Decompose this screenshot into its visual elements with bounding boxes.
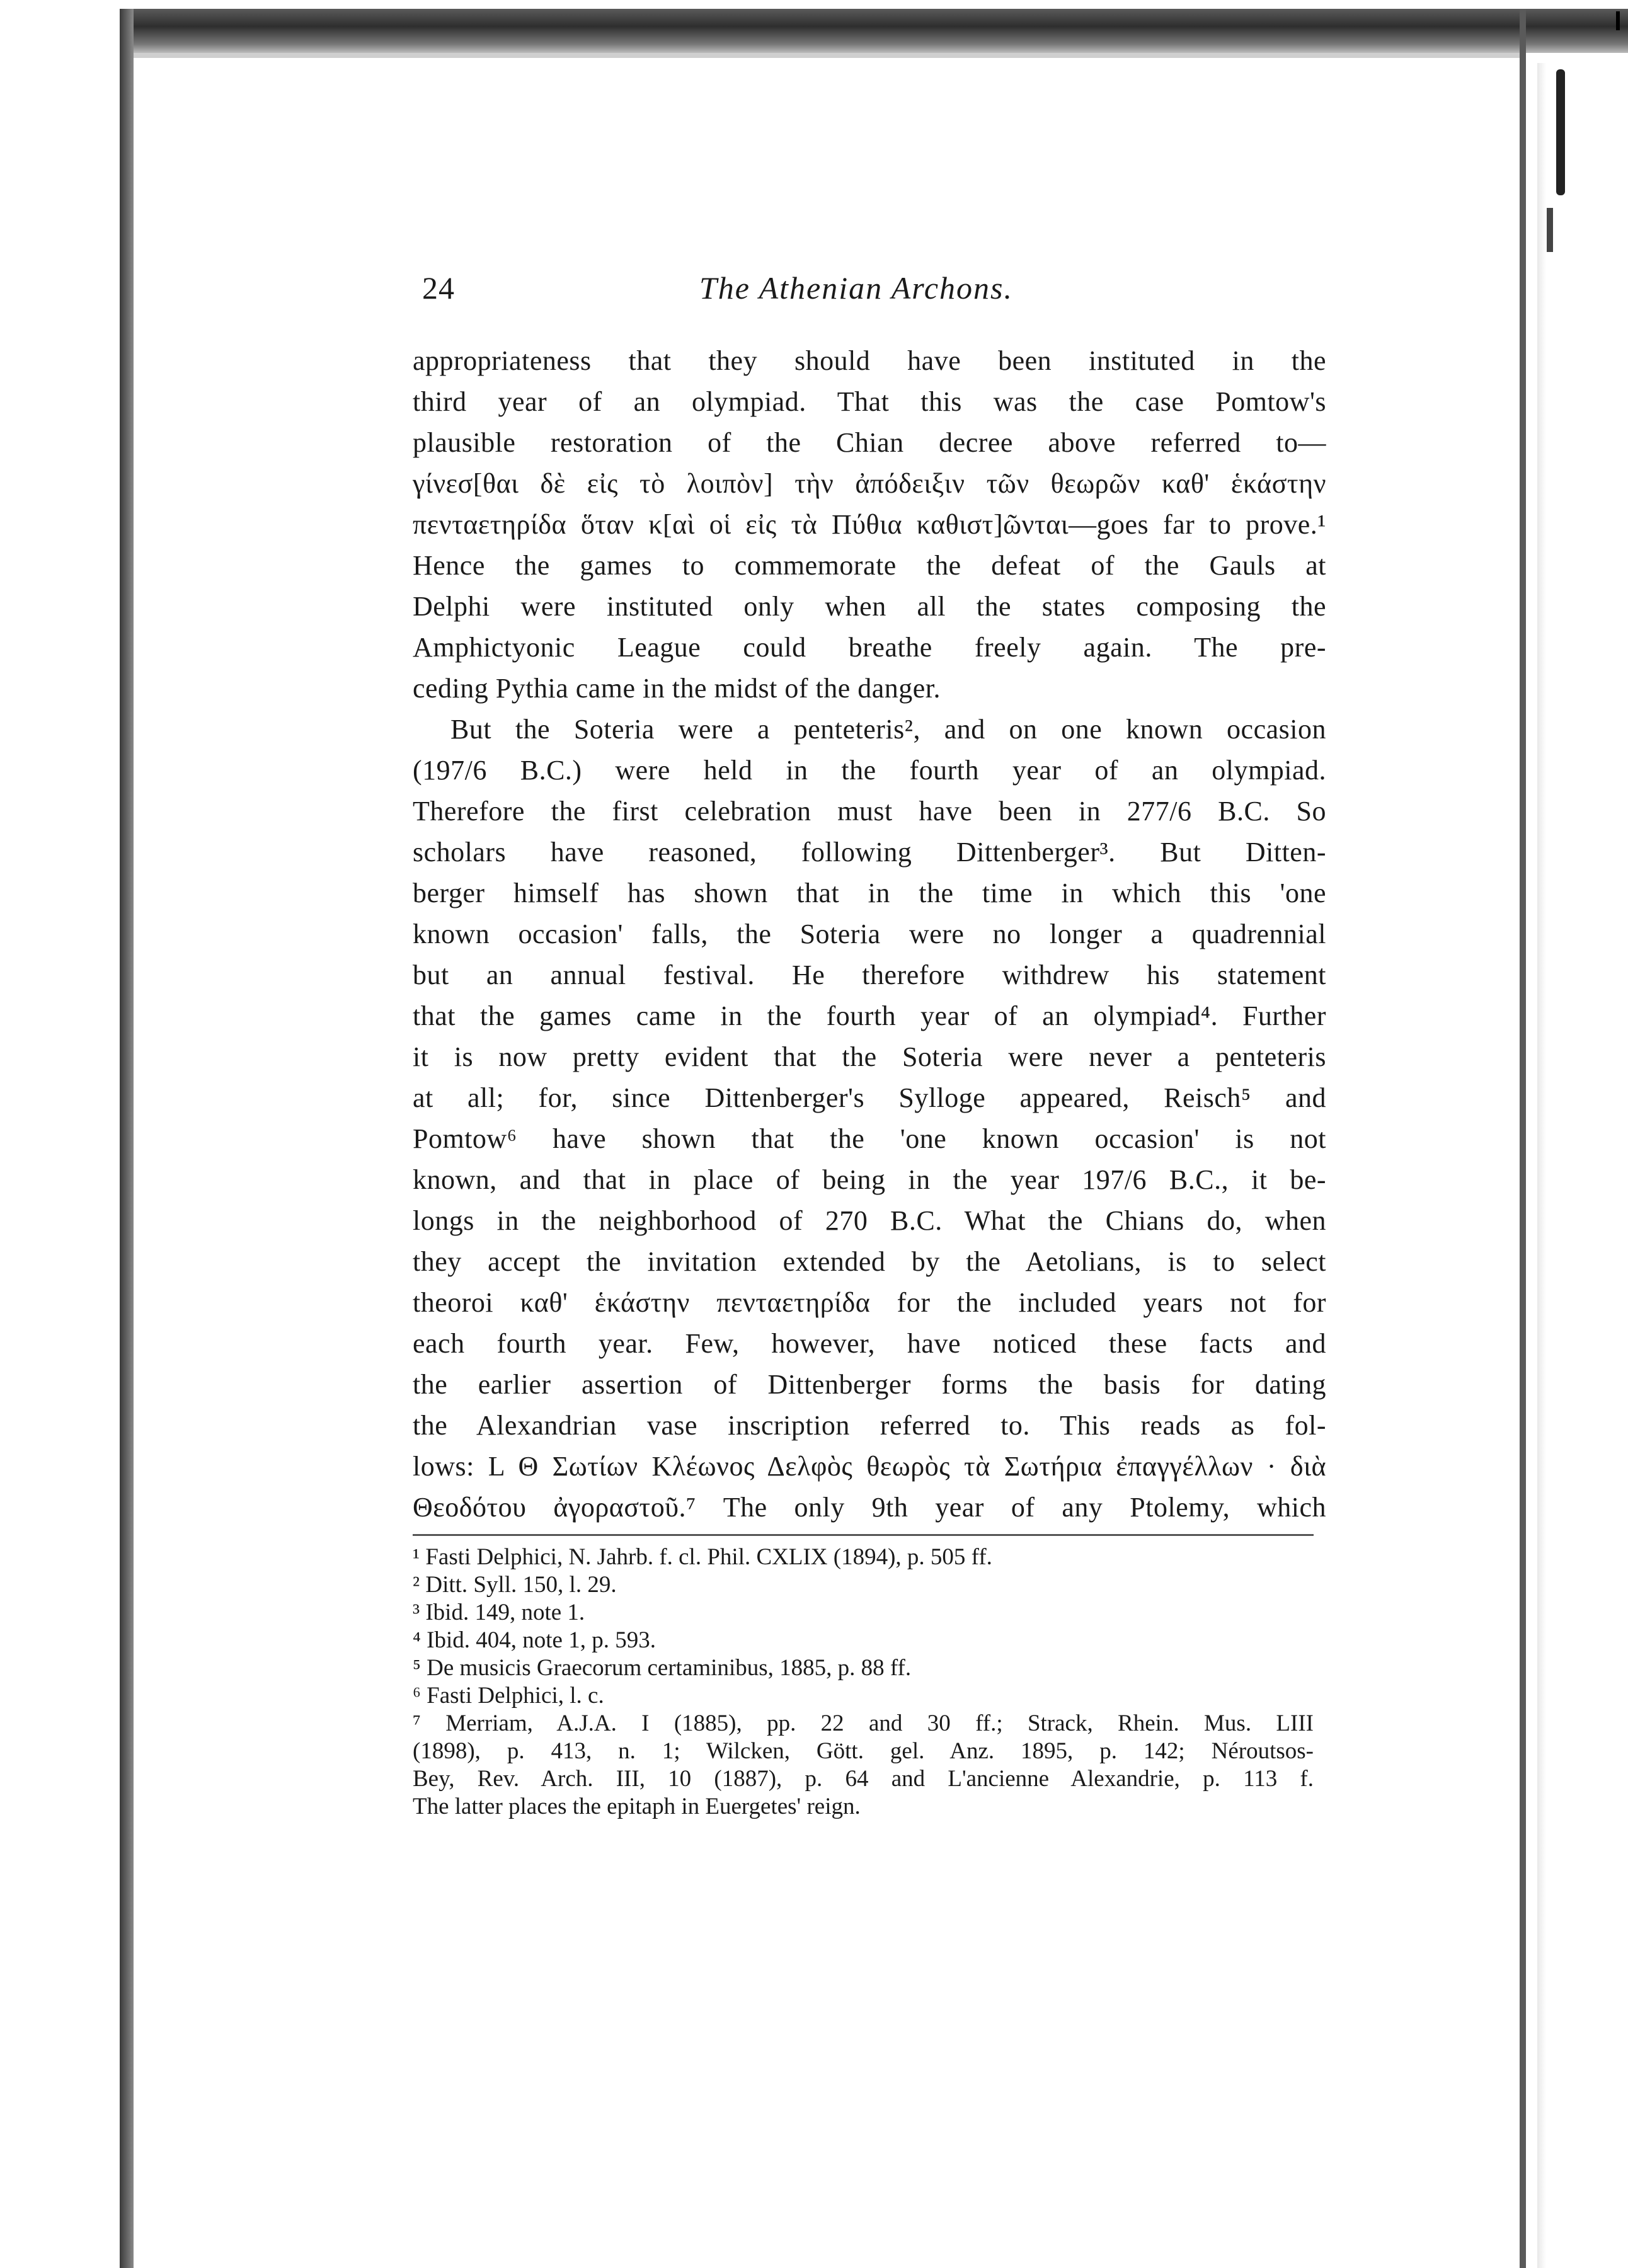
binding-mark-small: [1547, 208, 1553, 252]
body-line: each fourth year. Few, however, have noticed these facts and: [413, 1328, 1326, 1359]
body-line: appropriateness that they should have been instituted in the: [413, 345, 1326, 376]
scan-frame-left: [120, 9, 134, 2268]
body-line: Delphi were instituted only when all the states composing the: [413, 591, 1326, 622]
footnote: ⁶ Fasti Delphici, l. c.: [413, 1683, 604, 1709]
running-title: The Athenian Archons.: [699, 270, 1014, 306]
body-line: lows: L Θ Σωτίων Κλέωνος Δελφὸς θεωρὸς τὰ Σωτήρια ἐπαγγέλλων · διὰ: [413, 1451, 1326, 1482]
body-line: known occasion' falls, the Soteria were no longer a quadrennial: [413, 919, 1326, 949]
footnote: ¹ Fasti Delphici, N. Jahrb. f. cl. Phil. CXLIX (1894), p. 505 ff.: [413, 1544, 992, 1570]
body-line: known, and that in place of being in the year 197/6 B.C., it be-: [413, 1164, 1326, 1195]
footnote: ⁵ De musicis Graecorum certaminibus, 1885, p. 88 ff.: [413, 1655, 912, 1681]
body-line: Therefore the first celebration must have been in 277/6 B.C. So: [413, 796, 1326, 827]
body-line: πενταετηρίδα ὅταν κ[αὶ οἱ εἰς τὰ Πύθια καθιστ]ῶνται—goes far to prove.¹: [413, 509, 1326, 540]
body-line: that the games came in the fourth year of an olympiad⁴. Further: [413, 1000, 1326, 1031]
body-line: Amphictyonic League could breathe freely again. The pre-: [413, 632, 1326, 663]
body-line: berger himself has shown that in the time in which this 'one: [413, 878, 1326, 908]
body-line: the earlier assertion of Dittenberger forms the basis for dating: [413, 1369, 1326, 1400]
corner-mark: [1616, 11, 1620, 30]
scan-frame-right: [1520, 9, 1526, 2268]
footnote: ² Ditt. Syll. 150, l. 29.: [413, 1572, 617, 1598]
body-line: at all; for, since Dittenberger's Sylloge appeared, Reisch⁵ and: [413, 1082, 1326, 1113]
binding-mark: [1556, 69, 1565, 195]
body-line: scholars have reasoned, following Dittenberger³. But Ditten-: [413, 837, 1326, 868]
body-line: (197/6 B.C.) were held in the fourth year of an olympiad.: [413, 755, 1326, 786]
body-line: Pomtow⁶ have shown that the 'one known occasion' is not: [413, 1123, 1326, 1154]
footnote: ⁷ Merriam, A.J.A. I (1885), pp. 22 and 30 ff.; Strack, Rhein. Mus. LIII: [413, 1710, 1314, 1736]
footnote: ⁴ Ibid. 404, note 1, p. 593.: [413, 1627, 656, 1653]
footnote: Bey, Rev. Arch. III, 10 (1887), p. 64 and L'ancienne Alexandrie, p. 113 f.: [413, 1766, 1314, 1792]
footnote: (1898), p. 413, n. 1; Wilcken, Gött. gel. Anz. 1895, p. 142; Néroutsos-: [413, 1738, 1314, 1764]
body-line: ceding Pythia came in the midst of the danger.: [413, 673, 941, 704]
page-header: [422, 270, 1336, 314]
footnote: The latter places the epitaph in Euergetes' reign.: [413, 1794, 861, 1819]
body-line: longs in the neighborhood of 270 B.C. What the Chians do, when: [413, 1205, 1326, 1236]
page-number: 24: [422, 270, 455, 306]
body-line: theoroi καθ' ἑκάστην πενταετηρίδα for the included years not for: [413, 1287, 1326, 1318]
body-line: Hence the games to commemorate the defeat of the Gauls at: [413, 550, 1326, 581]
body-text: [413, 340, 1326, 1528]
body-line: γίνεσ[θαι δὲ εἰς τὸ λοιπὸν] τὴν ἀπόδειξιν τῶν θεωρῶν καθ' ἑκάστην: [413, 468, 1326, 499]
adjacent-page-edge: [1537, 63, 1546, 2268]
body-line: it is now pretty evident that the Soteria were never a penteteris: [413, 1041, 1326, 1072]
footnotes: [413, 1544, 1314, 1821]
scan-frame-top: [120, 9, 1628, 53]
body-line: third year of an olympiad. That this was the case Pomtow's: [413, 386, 1326, 417]
body-line: Θεοδότου ἀγοραστοῦ.⁷ The only 9th year of any Ptolemy, which: [413, 1492, 1326, 1523]
footnote: ³ Ibid. 149, note 1.: [413, 1600, 585, 1625]
page-edge-shadow: [134, 53, 1520, 58]
body-line: but an annual festival. He therefore withdrew his statement: [413, 959, 1326, 990]
body-line: the Alexandrian vase inscription referred to. This reads as fol-: [413, 1410, 1326, 1441]
footnote-divider: [413, 1534, 1314, 1536]
body-line: they accept the invitation extended by the Aetolians, is to select: [413, 1246, 1326, 1277]
body-line: plausible restoration of the Chian decree above referred to—: [413, 427, 1326, 458]
body-line: But the Soteria were a penteteris², and on one known occasion: [450, 714, 1326, 745]
